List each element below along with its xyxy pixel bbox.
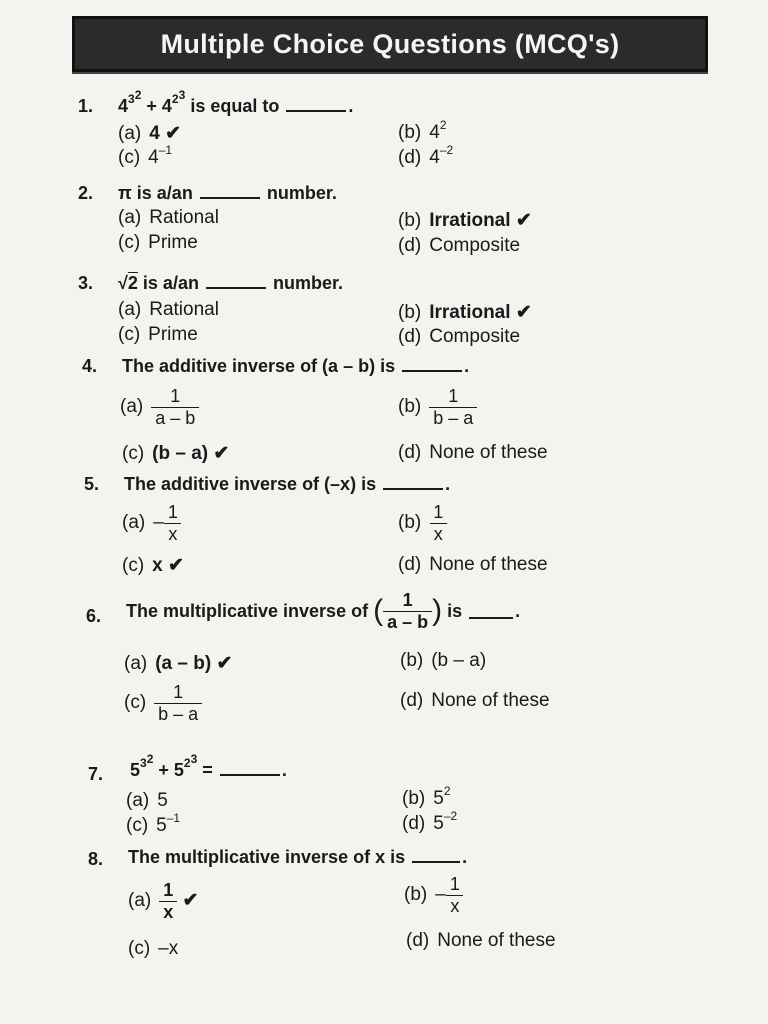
page-title: Multiple Choice Questions (MCQ's) bbox=[160, 28, 620, 59]
option-a: (a) Rational bbox=[118, 207, 219, 228]
option-b: (b) – $\frac{1}{x}$ bbox=[404, 874, 464, 916]
option-c: (c) Prime bbox=[118, 232, 198, 253]
fraction: $\frac{1}{x}$ bbox=[164, 502, 182, 544]
option-c: (c) (b – a) ✔ bbox=[122, 443, 230, 464]
option-c: (c) $4^{-1}$ bbox=[118, 143, 173, 168]
option-c: (c) Prime bbox=[118, 324, 198, 345]
option-d: (d) Composite bbox=[398, 235, 521, 256]
question-number: 1. bbox=[78, 96, 94, 116]
fraction: $\frac{1}{b - a}$ bbox=[154, 682, 202, 724]
answer-blank bbox=[220, 760, 280, 776]
question-number: 8. bbox=[88, 849, 104, 869]
option-a: (a) (a – b) ✔ bbox=[124, 653, 233, 674]
option-b: (b) Irrational ✔ bbox=[398, 302, 532, 323]
option-b: (b) $\frac{1}{x}$ bbox=[398, 502, 447, 544]
question-number: 5. bbox=[84, 474, 100, 494]
question-text: π is a/an number. bbox=[118, 183, 337, 203]
answer-blank bbox=[383, 474, 443, 490]
option-b: (b) Irrational ✔ bbox=[398, 210, 532, 231]
option-d: (d) $5^{-2}$ bbox=[402, 809, 458, 834]
question-text: The multiplicative inverse of ( $\frac{1}{a - b}$ ) is . bbox=[126, 590, 521, 632]
check-mark-icon: ✔ bbox=[515, 302, 532, 323]
option-a: (a) 5 bbox=[126, 790, 168, 811]
option-a: (a) $\frac{1}{a - b}$ bbox=[120, 386, 199, 428]
option-a: (a) 4 ✔ bbox=[118, 123, 182, 144]
option-c: (c) x ✔ bbox=[122, 555, 184, 576]
fraction: $\frac{1}{a - b}$ bbox=[383, 590, 432, 632]
check-mark-icon: ✔ bbox=[213, 443, 230, 464]
fraction: $\frac{1}{x}$ bbox=[446, 874, 464, 916]
fraction: $\frac{1}{a - b}$ bbox=[151, 386, 199, 428]
question-text: The additive inverse of (a – b) is . bbox=[122, 356, 470, 376]
option-a: (a) $\frac{1}{x}$ ✔ bbox=[128, 880, 199, 922]
option-b: (b) $4^2$ bbox=[398, 118, 447, 143]
option-d: (d) None of these bbox=[400, 690, 550, 711]
title-underline bbox=[72, 72, 708, 74]
check-mark-icon: ✔ bbox=[182, 890, 199, 912]
question-number: 7. bbox=[88, 764, 104, 784]
fraction: $\frac{1}{x}$ bbox=[159, 880, 177, 922]
question-number: 2. bbox=[78, 183, 94, 203]
option-a: (a) – $\frac{1}{x}$ bbox=[122, 502, 182, 544]
question-text: $5^{3^2} + 5^{2^3}$ = . bbox=[130, 752, 287, 780]
title-banner bbox=[72, 16, 708, 72]
check-mark-icon: ✔ bbox=[216, 653, 233, 674]
answer-blank bbox=[206, 273, 266, 289]
answer-blank bbox=[402, 356, 462, 372]
option-b: (b) (b – a) bbox=[400, 650, 487, 671]
option-d: (d) $4^{-2}$ bbox=[398, 143, 454, 168]
answer-blank bbox=[200, 183, 260, 199]
option-b: (b) $\frac{1}{b - a}$ bbox=[398, 386, 477, 428]
check-mark-icon: ✔ bbox=[515, 210, 532, 231]
option-c: (c) $5^{-1}$ bbox=[126, 811, 181, 836]
fraction: $\frac{1}{x}$ bbox=[429, 502, 447, 544]
option-c: (c) $\frac{1}{b - a}$ bbox=[124, 682, 202, 724]
answer-blank bbox=[412, 847, 460, 863]
option-d: (d) None of these bbox=[398, 442, 548, 463]
question-text: The additive inverse of (–x) is . bbox=[124, 474, 451, 494]
option-c: (c) –x bbox=[128, 938, 179, 959]
answer-blank bbox=[469, 603, 513, 619]
option-d: (d) None of these bbox=[398, 554, 548, 575]
question-number: 3. bbox=[78, 273, 94, 293]
check-mark-icon: ✔ bbox=[165, 123, 182, 144]
question-text: √2 is a/an number. bbox=[118, 273, 343, 293]
option-a: (a) Rational bbox=[118, 299, 219, 320]
answer-blank bbox=[286, 96, 346, 112]
option-d: (d) Composite bbox=[398, 326, 521, 347]
option-b: (b) $5^2$ bbox=[402, 784, 451, 809]
question-text: $4^{3^2} + 4^{2^3}$ is equal to . bbox=[118, 88, 354, 116]
question-number: 6. bbox=[86, 606, 102, 626]
fraction: $\frac{1}{b - a}$ bbox=[429, 386, 477, 428]
check-mark-icon: ✔ bbox=[168, 555, 184, 576]
question-number: 4. bbox=[82, 356, 98, 376]
question-text: The multiplicative inverse of x is . bbox=[128, 847, 468, 867]
option-d: (d) None of these bbox=[406, 930, 556, 951]
